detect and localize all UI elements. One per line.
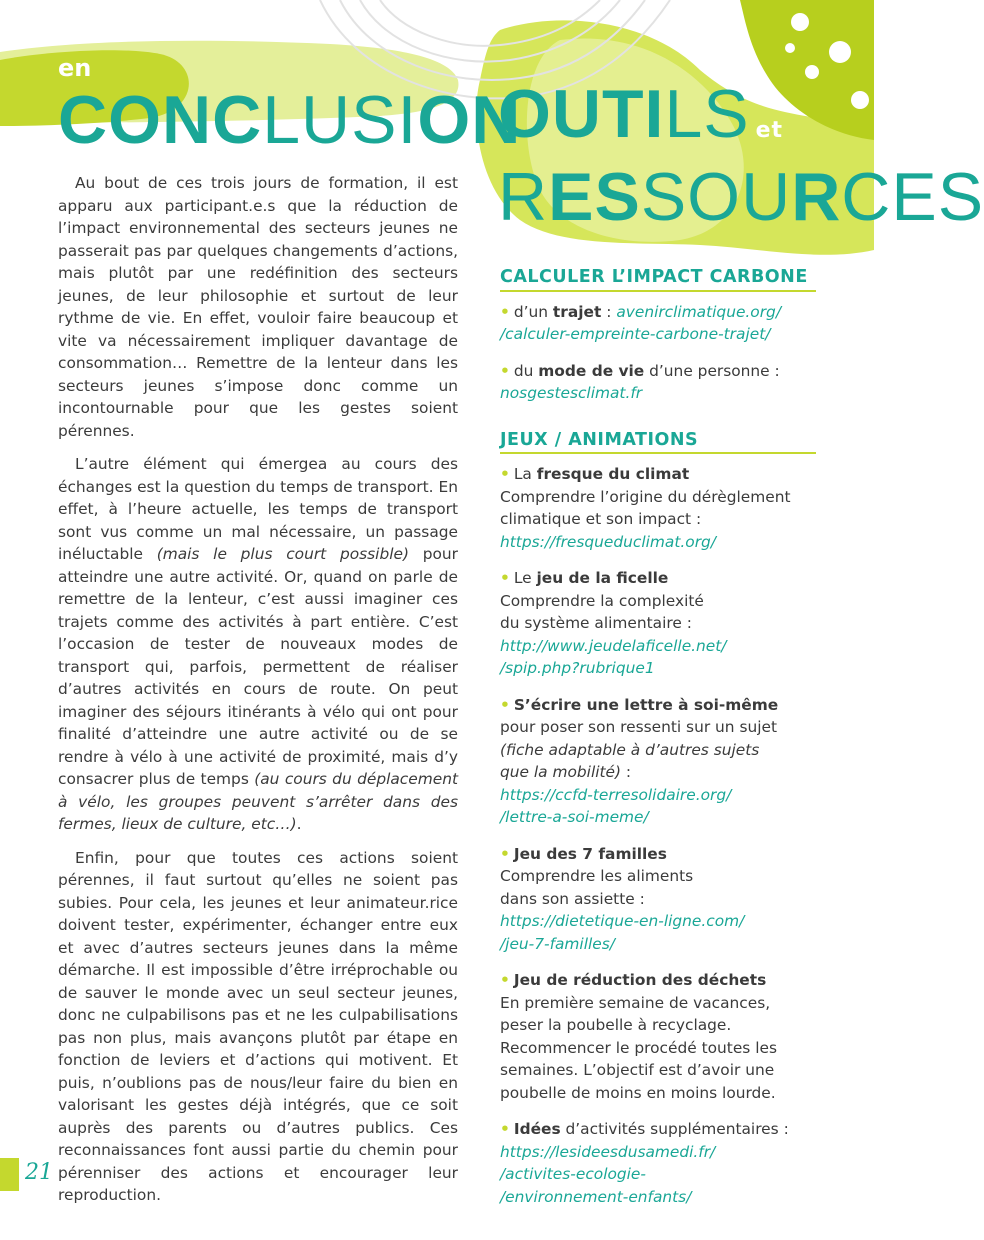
italic-run: (au cours du déplacement à vélo, les groupes peuvent s’arrêter dans des fermes, lieux de culture, etc…) [58,770,458,833]
list-item: • La fresque du climat Comprendre l’origine du dérèglement climatique et son impact : https://fresqueduclimat.org/ [500,463,816,553]
resource-link[interactable]: http://www.jeudelaficelle.net/ [500,636,727,655]
text-run: L’autre élément qui émergea au cours des échanges est la question du temps de transport. En effet, à l’heure actuelle, les temps de transport sont vus comme un mal nécessaire, un passage inéluctable [58,455,458,563]
list-item: • Jeu de réduction des déchets En première semaine de vacances, peser la poubelle à recyclage. Recommencer le procédé toutes les semaines. L’objectif est d’avoir une poubelle de moins en moins lourde. [500,971,777,1102]
title-part: R [498,159,549,235]
tools-title [498,76,984,235]
resource-link[interactable]: nosgestesclimat.fr [500,384,643,402]
resource-link[interactable]: /activites-ecologie- [500,1165,646,1183]
bullet-icon: • [500,569,510,587]
list-item: • S’écrire une lettre à soi-même pour poser son ressenti sur un sujet (fiche adaptable à d’autres sujets que la mobilité) : https://ccfd-terresolidaire.org/ /lettre-a-soi-meme/ [500,694,816,829]
conclusion-title [58,54,522,158]
paragraph: Au bout de ces trois jours de formation, il est apparu aux participant.e.s que la réduction de l’impact environnemental des secteurs jeunes ne passerait pas par quelques changements d’actions, mais plutôt par une redéfinition des secteurs jeunes, de leur philosophie et surtout de leur rythme de vie. En effet, vouloir faire beaucoup et vite va nécessairement impliquer davantage de consommation… Remettre de la lenteur dans les secteurs jeunes s’impose donc comme un incontournable pour que les gestes soient pérennes. [58,174,458,440]
paragraph: Enfin, pour que toutes ces actions soient pérennes, il faut surtout qu’elles ne soient pas subies. Pour cela, les jeunes et leur animateur.rice doivent tester, expérimenter, échanger entre eux et avec d’autres secteurs jeunes dans la même démarche. Il est impossible d’être irréprochable ou de sauver le monde avec un seul secteur jeunes, donc ne culpabilisons pas et ne les culpabilisations pas non plus, mais avançons plutôt par étape en fonction de leviers et d’actions qui motivent. Et puis, n’oublions pas de nous/leur faire du bien en valorisant les gestes déjà intégrés, que ce soit auprès des parents ou d’autres publics. Ces reconnaissances font aussi partie du chemin pour pérenniser des actions et encourager leur reproduction. [58,848,458,1204]
resource-link[interactable]: /calculer-empreinte-carbone-trajet/ [500,325,771,343]
resource-link[interactable]: /spip.php?rubrique1 [500,659,655,677]
page-number-bar [0,1158,19,1191]
bullet-icon: • [500,971,510,989]
text-run: pour atteindre une autre activité. Or, quand on parle de remettre de la lenteur, c’est aussi imaginer ces trajets comme des activités à part entière. C’est l’occasion de tester de nouveaux modes de transport qui, parfois, permettent de réaliser d’autres activités en cours de route. On peut imaginer des séjours itinérants à vélo qui ont pour finalité d’atteindre une autre activité ou de se rendre à vélo à une activité de proximité, mais d’y consacrer plus de temps [58,545,458,788]
resource-link[interactable]: https://ccfd-terresolidaire.org/ [500,785,732,804]
title-conjunction: et [755,118,784,143]
list-item: • Le jeu de la ficelle Comprendre la complexité du système alimentaire : http://www.jeudelaficelle.net/ /spip.php?rubrique1 [500,567,816,680]
list-item: • Jeu des 7 familles Comprendre les aliments dans son assiette : https://dietetique-en-ligne.com/ /jeu-7-familles/ [500,843,816,956]
section-heading-carbon: CALCULER L’IMPACT CARBONE [500,266,816,292]
list-item: • Idées d’activités supplémentaires : https://lesideesdusamedi.fr/ /activites-ecologie- /environnement-enfants/ [500,1118,816,1208]
resources-column [500,266,816,1222]
title-word [58,82,522,158]
title-prefix: en [58,54,92,82]
title-part: LS [664,76,750,152]
resource-link[interactable]: https://dietetique-en-ligne.com/ [500,912,745,930]
resource-link[interactable]: /jeu-7-familles/ [500,934,615,953]
resource-link[interactable]: https://lesideesdusamedi.fr/ [500,1142,716,1161]
list-item: • d’un trajet : avenirclimatique.org/ /calculer-empreinte-carbone-trajet/ [500,301,816,346]
resource-link[interactable]: avenirclimatique.org/ [616,302,782,321]
paragraph [58,453,458,836]
bullet-icon: • [500,1120,510,1138]
title-part: ES [548,159,641,235]
text-run: . [296,815,302,833]
list-item: • du mode de vie d’une personne : nosgestesclimat.fr [500,360,816,405]
title-line-1 [498,76,984,161]
resource-link[interactable]: /environnement-enfants/ [500,1187,692,1206]
bullet-icon: • [500,361,510,380]
bullet-icon: • [500,844,510,863]
bullet-icon: • [500,695,510,714]
title-part: CONC [58,82,263,158]
title-part: R [791,159,842,235]
section-heading-games: JEUX / ANIMATIONS [500,429,816,455]
resource-link[interactable]: /lettre-a-soi-meme/ [500,808,649,826]
conclusion-body [58,172,458,1218]
italic-run: (mais le plus court possible) [156,545,409,563]
bullet-icon: • [500,465,510,483]
page-number: 21 [25,1160,53,1185]
title-part: ON [417,82,522,158]
title-part: SOU [640,159,792,235]
title-part: CES [841,159,984,235]
title-part: OUTI [498,76,665,152]
bullet-icon: • [500,302,510,321]
title-line-2 [498,159,984,235]
resource-link[interactable]: https://fresqueduclimat.org/ [500,532,716,551]
title-part: LUSI [262,82,418,158]
